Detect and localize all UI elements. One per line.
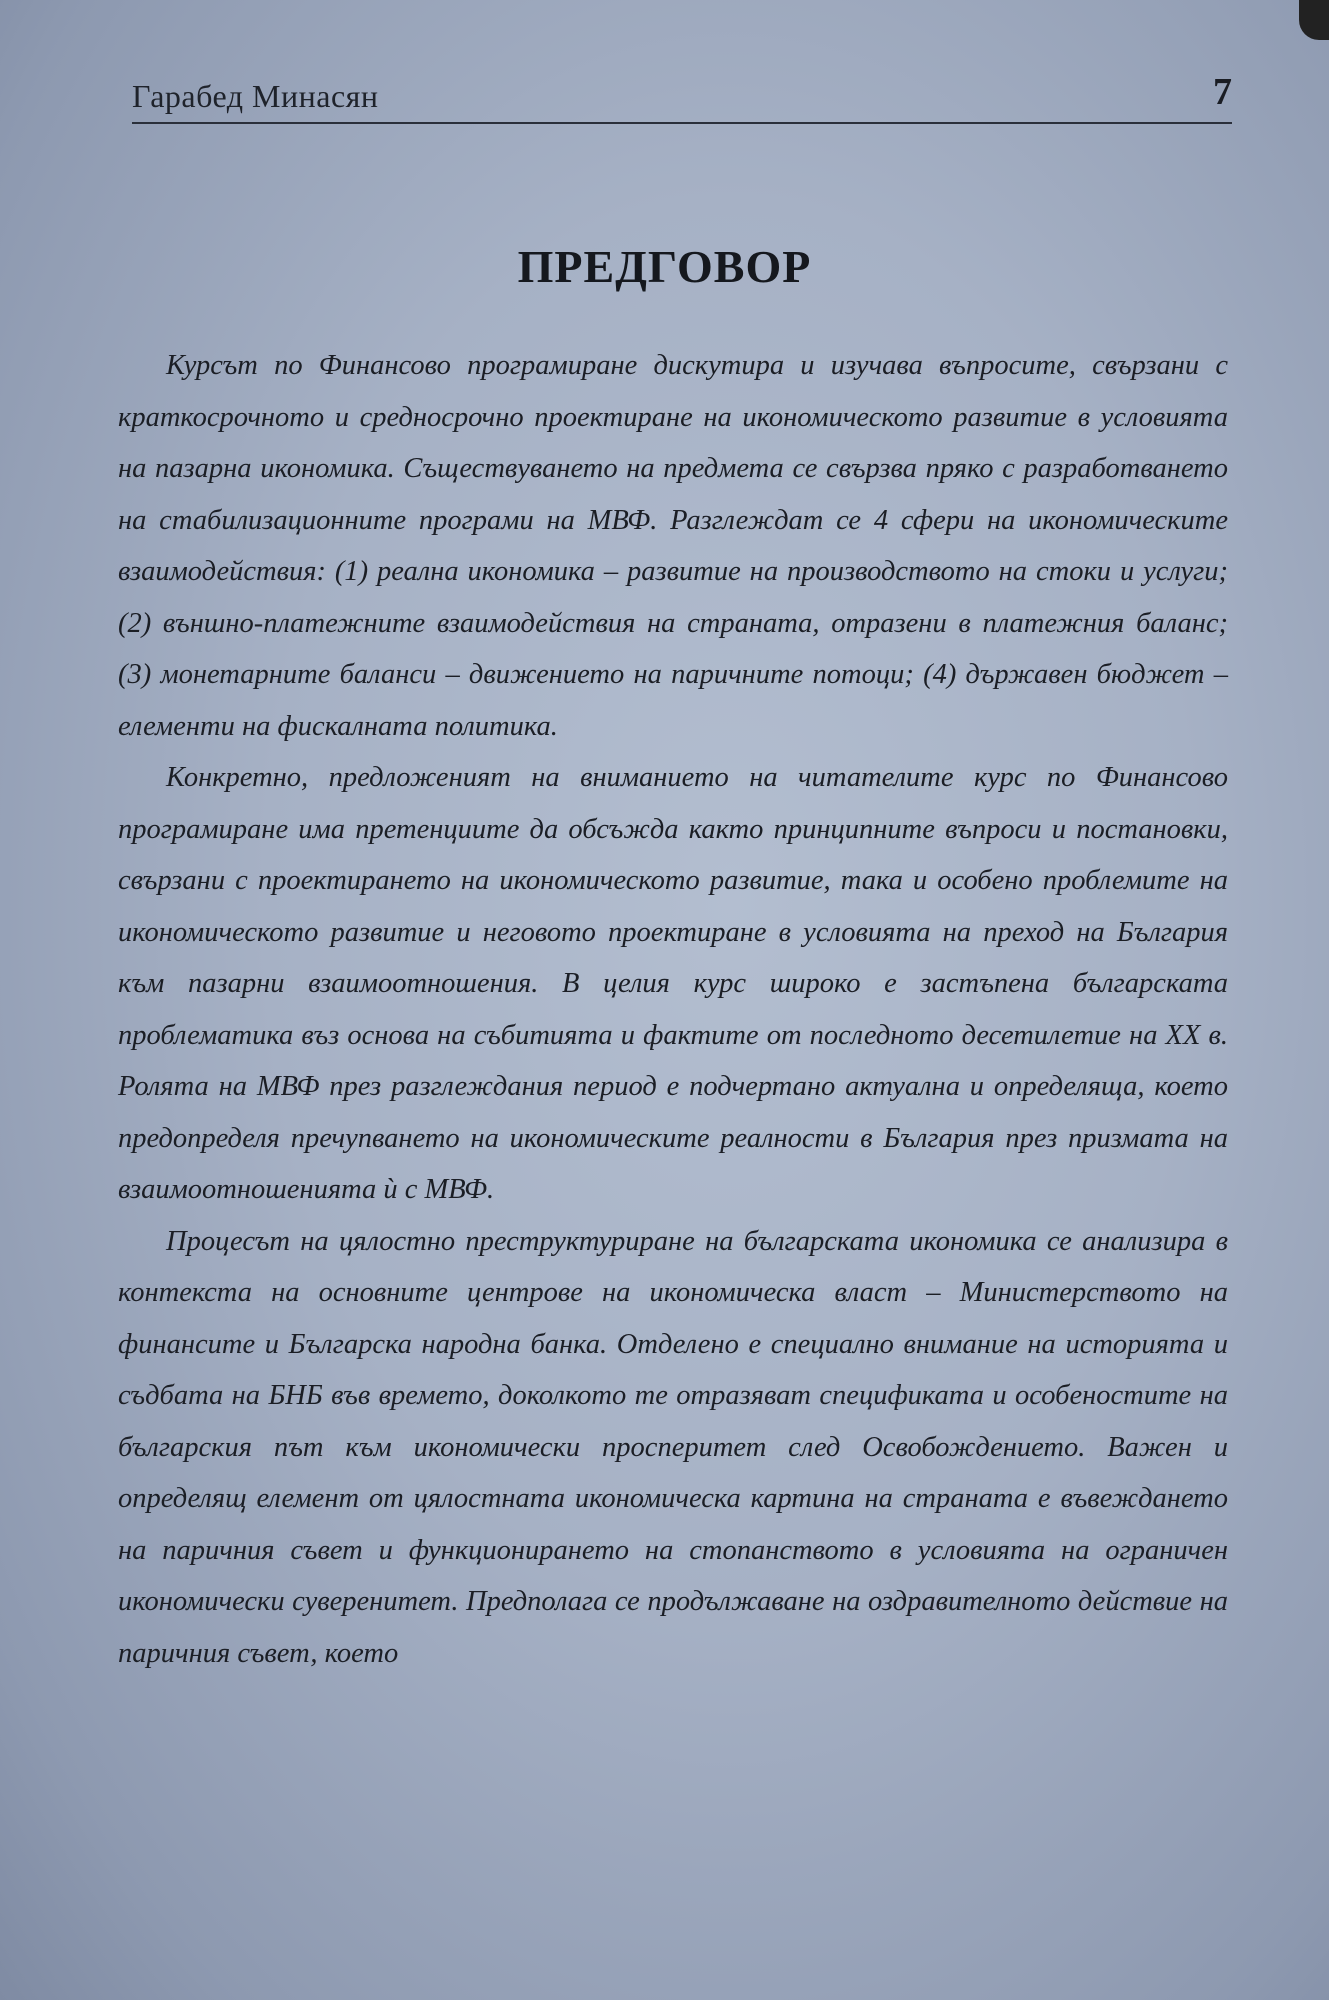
running-head	[132, 70, 1232, 124]
paragraph-2: Конкретно, предложеният на вниманието на читателите курс по Финансово програмиране има претенциите да обсъжда както принципните въпроси и постановки, свързани с проектирането на икономическото развитие, така и особено проблемите на икономическото развитие и неговото проектиране в условията на преход на България към пазарни взаимоотношения. В целия курс широко е застъпена българската проблематика въз основа на събитията и фактите от последното десетилетие на XX в. Ролята на МВФ през разглеждания период е подчертано актуална и определяща, което предопределя пречупването на икономическите реалности в България през призмата на взаимоотношенията ѝ с МВФ.	[118, 762, 1228, 1205]
body-text	[118, 340, 1228, 1679]
chapter-title: ПРЕДГОВОР	[517, 241, 812, 292]
page-number: 7	[1213, 71, 1232, 113]
author-name: Гарабед Минасян	[132, 78, 379, 114]
paragraph-1: Курсът по Финансово програмиране дискутира и изучава въпросите, свързани с краткосрочното и средносрочно проектиране на икономическото развитие в условията на пазарна икономика. Съществуването на предмета се свързва пряко с разработването на стабилизационните програми на МВФ. Разглеждат се 4 сфери на икономическите взаимодействия: (1) реална икономика – развитие на производството на стоки и услуги; (2) външно-платежните взаимодействия на страната, отразени в платежния баланс; (3) монетарните баланси – движението на паричните потоци; (4) държавен бюджет – елементи на фискалната политика.	[118, 350, 1228, 742]
paragraph-3: Процесът на цялостно преструктуриране на българската икономика се анализира в контекста на основните центрове на икономическа власт – Министерството на финансите и Българска народна банка. Отделено е специално внимание на историята и съдбата на БНБ във времето, доколкото те отразяват спецификата и особеностите на българския път към икономически просперитет след Освобождението. Важен и определящ елемент от цялостната икономическа картина на страната е въвеждането на паричния съвет и функционирането на стопанството в условията на ограничен икономически суверенитет. Предполага се продължаване на оздравителното действие на паричния съвет, което	[118, 1225, 1228, 1669]
